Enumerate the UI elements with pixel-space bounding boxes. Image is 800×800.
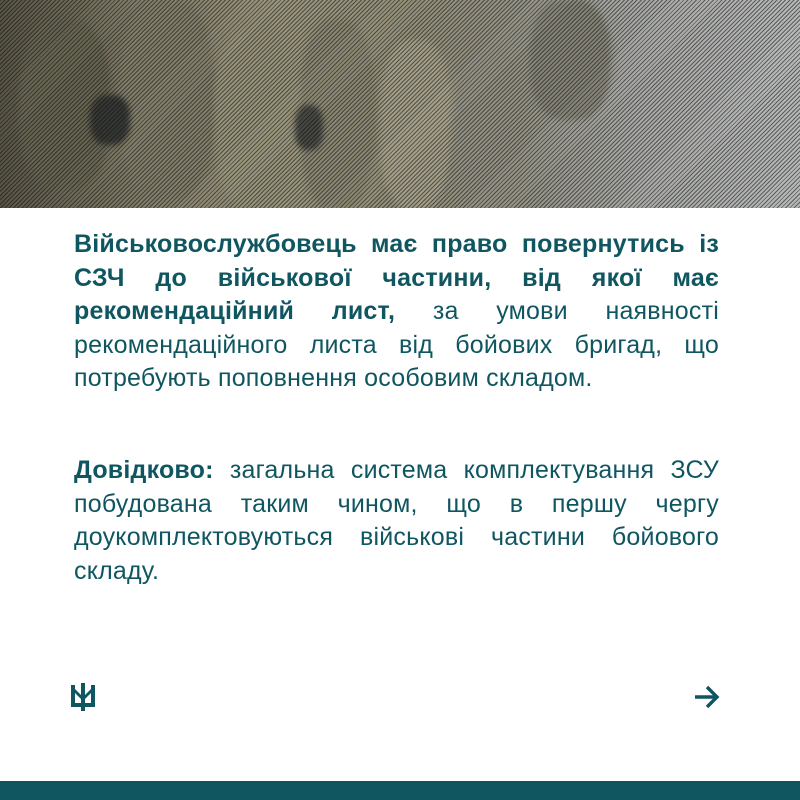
reference-note	[74, 454, 719, 588]
bottom-accent-bar	[0, 781, 800, 800]
main-statement	[74, 228, 719, 396]
arrow-right-icon[interactable]	[694, 684, 720, 710]
hero-photo	[0, 0, 800, 208]
trident-icon	[71, 683, 95, 711]
reference-note-label: Довідково:	[74, 456, 214, 484]
reference-note-text: загальна система комплектування ЗСУ побудована таким чином, що в першу чергу доукомплектовуються військові частини бойового складу.	[74, 456, 719, 585]
main-statement-regular: за умови наявності рекомендаційного листа від бойових бригад, що потребують поповнення особовим складом.	[74, 297, 719, 392]
hero-hatch-overlay	[0, 0, 800, 208]
main-statement-bold: Військовослужбовець має право повернутись із СЗЧ до військової частини, від якої має рекомендаційний лист,	[74, 230, 719, 325]
